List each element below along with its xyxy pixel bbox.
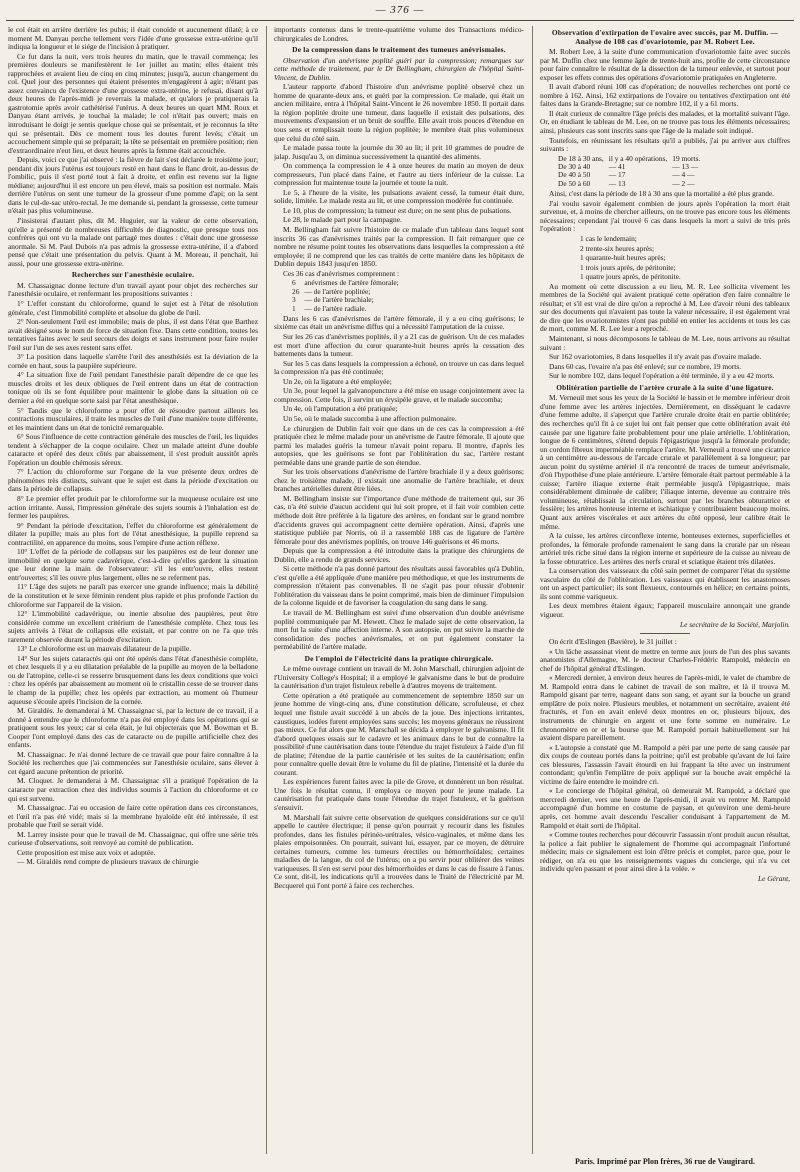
- paragraph: M. Bellingham fait suivre l'histoire de ce malade d'un tableau dans lequel sont inscrits 36 cas d'anévrismes traités par la compression. Il fait remarquer que ce nombre ne résume point toutes les observations dans lesquelles la compression a été employée; il ne comprend que les cas traités de cette manière dans les hôpitaux de Dublin depuis 1843 jusqu'en 1850.: [274, 225, 524, 269]
- table-cell: 1: [292, 303, 296, 313]
- table-cell: 26: [292, 286, 300, 296]
- paragraph: Un 2e, où la ligature a été employée;: [283, 376, 392, 386]
- paragraph: L'auteur rapporte d'abord l'histoire d'un anévrisme poplité observé chez un homme de quarante-deux ans, et guéri par la compression. Ce malade, qui était un ancien militaire, entra à l'hôpital Saint-Vincent le 26 novembre 1850. Il portait dans la région poplitée droite une tumeur, dans laquelle il existait des pulsations, des mouvements d'expansion et un bruit de souffle. Elle avait trois pouces d'étendue en tous sens et remplissait toute la région poplitée; le membre était plus volumineux que celui du côté sain.: [274, 82, 524, 143]
- paragraph: importants contenus dans le trente-quatrième volume des Transactions médico-chirurgicales de Londres.: [274, 26, 524, 43]
- section-heading: Observation d'extirpation de l'ovaire avec succès, par M. Duffin. — Analyse de 108 cas d'ovariotomie, par M. Robert Lee.: [551, 28, 779, 46]
- paragraph: Le même ouvrage contient un travail de M. John Marschall, chirurgien adjoint de l'University College's Hospital; il a employé le galvanisme dans le but de produire la cautérisation d'un trajet fistuleux rebelle à d'autres moyens de traitement.: [274, 664, 524, 691]
- paragraph: « Mercredi dernier, à environ deux heures de l'après-midi, le valet de chambre de M. Rampold entra dans le cabinet de travail de son maître, et là il trouva M. Rampold gisant par terre, nageant dans son sang, et ayant sur la bouche un grand emplâtre de poix noire. Plusieurs meubles, et notamment un secrétaire, avaient été fracturés, et l'on en avait enlevé deux montres en or, plusieurs bijoux, des instruments de chirurgie en argent et une forte somme en numéraire. Le chronomètre en or et la bourse que M. Rampold portait habituellement sur lui avaient disparu pareillement.: [540, 673, 790, 743]
- paragraph: « L'autopsie a constaté que M. Rampold a péri par une perte de sang causée par dix coups de couteau portés dans la poitrine; qu'il est probable qu'avant de lui faire ces blessures, l'assassin l'avait étourdi en lui frappant la tête avec un instrument contondant; qu'enfin l'emplâtre de poix appliqué sur la bouche avait empêché la victime de faire entendre le moindre cri.: [540, 742, 790, 786]
- paragraph: Sur les 5 cas dans lesquels la compression a échoué, on trouve un cas dans lequel la compression n'a pas été continuée;: [274, 358, 524, 377]
- paragraph: Cette proposition est mise aux voix et adoptée.: [17, 847, 156, 857]
- paragraph: Depuis, voici ce que j'ai observé : la fièvre de lait s'est déclarée le troisième jour; pendant dix jours l'utérus est toujours resté en haut dans le flanc droit, au-dessus de l'ombilic, puis il s'est porté tout à fait à droite, et enfin est revenu sur la ligne médiane; aujourd'hui il est encore un peu élevé, mais sa position est normale. Mais derrière l'utérus on sent une tumeur de la grosseur d'une pomme d'api; on la sent dans le cul-de-sac utéro-rectal. Je me demande si, pendant la grossesse, cette tumeur n'était pas plus volumineuse.: [8, 155, 258, 216]
- paragraph: Un 3e, pour lequel la galvanopuncture a été mise en usage conjointement avec la compression. Cette fois, il survint un érysipèle grave, et le malade succomba;: [274, 386, 524, 404]
- paragraph: Le 28, le malade part pour la campagne.: [283, 215, 402, 225]
- paragraph: 12° L'immobilité cadavérique, ou inertie absolue des paupières, peut être considérée comme un excellent critérium de l'anesthésie complète. Chez tous les sujets arrivés à l'état de collapsus elle existait, et par contre on ne l'a que très rarement observée durant la période d'excitation.: [8, 609, 258, 644]
- paragraph: 6° Sous l'influence de cette contraction générale des muscles de l'œil, les liquides tendent à s'échapper de la coque oculaire. Chez un malade atteint d'une double cataracte et opéré des deux côtés par abaissement, il s'est produit aussitôt après l'opération un double chémosis séreux.: [8, 432, 258, 467]
- paragraph: M. Marshall fait suivre cette observation de quelques considérations sur ce qu'il appelle le cautère électrique; il pense qu'on pourrait y recourir dans les fistules profondes, dans les fistules périnéo-urétrales, vésico-vaginales, et même dans les plaies empoisonnées. On pourrait, suivant lui, essayer, par ce moyen, de détruire certaines tumeurs, comme les tumeurs érectiles ou hémorrhoïdales; certaines maladies de la langue, du col de l'utérus; on a pu servir pour oblitérer des veines variqueuses. Il s'en est servi pour des hémorrhoïdes et dans le cas de fissure à l'anus. Ce sont, dit-il, les indications qu'il a trouvées dans le Traité de l'électricité par M. Becquerel qui l'ont porté à faire ces recherches.: [274, 812, 524, 890]
- divider: [640, 633, 690, 634]
- section-heading: Recherches sur l'anesthésie oculaire.: [71, 270, 195, 280]
- column-divider-1: [266, 26, 267, 1154]
- paragraph: M. Chassaignac. J'ai eu occasion de faire cette opération dans ces circonstances, et l'œil n'a pas été vidé; mais si la membrane hyaloïde eût été intéressée, il est probable que l'œil se serait vidé.: [8, 803, 258, 830]
- section-heading: De la compression dans le traitement des tumeurs anévrismales.: [292, 45, 506, 55]
- column-divider-2: [532, 26, 533, 1154]
- paragraph: Ainsi, c'est dans la période de 18 à 30 ans que la mortalité a été plus grande.: [549, 189, 775, 199]
- paragraph: — M. Giraldès rend compte de plusieurs travaux de chirurgie: [17, 857, 199, 867]
- paragraph: Le 5, à l'heure de la visite, les pulsations avaient cessé, la tumeur était dure, solide, limitée. Le malade resta au lit, et une compression modérée fut continuée.: [274, 187, 524, 206]
- paragraph: Au moment où cette discussion a eu lieu, M. R. Lee sollicita vivement les membres de la Société qui avaient pratiqué cette opération d'en faire connaître le résultat; et s'il est vrai de dire qu'on a reproché à M. Lee d'avoir réuni des tableaux sur des documents qui n'avaient pas toute la valeur nécessaire, il est également vrai de dire que les ovariotomistes n'ont pas publié en entier les accidents et tous les cas de mort, comme M. R. Lee leur a reproché.: [540, 281, 790, 334]
- paragraph: Sur 162 ovariotomies, 8 dans lesquelles il n'y avait pas d'ovaire malade.: [549, 352, 762, 362]
- paragraph: Depuis que la compression a été introduite dans la pratique des chirurgiens de Dublin, elle a rendu de grands services.: [274, 546, 524, 564]
- printer-imprint: Paris. Imprimé par Plon frères, 36 rue de Vaugirard.: [575, 1157, 755, 1166]
- paragraph: « Comme toutes recherches pour découvrir l'assassin n'ont produit aucun résultat, la police a fait publier le signalement de l'homme qui accompagnait l'infortuné médecin; mais ce signalement est loin d'être précis et complet, parce que, pour le rédiger, on n'a eu que les renseignements vagues du concierge, qui n'a vu cet individu qu'en passant et pour ainsi dire à la volée. »: [540, 830, 790, 874]
- paragraph: Si cette méthode n'a pas donné partout des résultats aussi favorables qu'à Dublin, c'est qu'elle a été appliquée d'une manière peu méthodique, et que les instruments de compression n'étaient pas convenables. Il ne s'agit pas pour réussir d'obtenir l'oblitération du vaisseau dans le point comprimé, mais bien de diminuer l'impulsion de la colonne liquide et de favoriser la coagulation du sang dans le sang.: [274, 564, 524, 608]
- column-middle: [274, 26, 524, 1154]
- list-item: 1 trois jours après, de péritonite;: [580, 262, 676, 272]
- table-cell: — 13: [608, 178, 626, 188]
- paragraph: M. Robert Lee, à la suite d'une communication d'ovariotomie faite avec succès par M. Duffin chez une femme âgée de trente-huit ans, profite de cette circonstance pour faire connaître le résultat de la dissection de la tumeur enlevée, et surtout pour exposer les effets connus des opérations d'ovariotomie pratiquées en Angleterre.: [540, 47, 790, 82]
- paragraph: M. Larrey insiste pour que le travail de M. Chassaignac, qui offre une série très curieuse d'observations, soit renvoyé au comité de publication.: [8, 829, 258, 848]
- table-cell: anévrismes de l'artère fémorale;: [304, 278, 399, 288]
- paragraph: 3° La position dans laquelle s'arrête l'œil des anesthésiés est la déviation de la cornée en haut, sous la paupière supérieure.: [8, 352, 258, 370]
- paragraph: 1° L'effet constant du chloroforme, quand le sujet est à l'état de résolution générale, c'est l'immobilité complète et absolue du globe de l'œil.: [8, 298, 258, 317]
- paragraph: Sur les 26 cas d'anévrismes poplités, il y a 21 cas de guérison. Un de ces malades est mort d'une affection du cœur quarante-huit heures après la cessation des battements dans la tumeur.: [274, 332, 524, 359]
- paragraph: Maintenant, si nous décomposons le tableau de M. Lee, nous arrivons au résultat suivant :: [540, 334, 790, 352]
- table-cell: De 30 à 40: [558, 162, 591, 172]
- paragraph: 2° Non-seulement l'œil est immobile; mais de plus, il est dans l'état que Barthez avait désigné sous le nom de force de situation fixe. Dans cette condition, toutes les tentatives faites avec le seul secours des doigts et sans instrument pour faire rouler l'œil sur l'un de ses axes restent sans effet.: [8, 317, 258, 352]
- table-cell: — de l'artère poplitée;: [304, 286, 371, 296]
- paragraph: J'ai voulu savoir également combien de jours après l'opération la mort était survenue, et, à moins de chercher ailleurs, on ne trouve pas encore tous les éléments nécessaires; cependant j'ai trouvé 6 cas dans lesquels la mort a suivi de très près l'opération :: [540, 198, 790, 234]
- paragraph: M. Cloquet. Je demanderai à M. Chassaignac s'il a pratiqué l'opération de la cataracte par extraction chez des individus soumis à l'action du chloroforme et ce qui est survenu.: [8, 776, 258, 803]
- paragraph: « Le concierge de l'hôpital général, où demeurait M. Rampold, a déclaré que mercredi dernier, vers une heure de l'après-midi, il avait vu rentrer M. Rampold accompagné d'un homme en costume de paysan, et qu'environ une demi-heure après, cet homme avait descendu l'escalier conduisant à l'appartement de M. Rampold et était sorti de l'hôpital.: [540, 786, 790, 830]
- gerant-label: Le Gérant,: [757, 873, 790, 883]
- paragraph: Cette opération a été pratiquée au commencement de septembre 1850 sur un jeune homme de vingt-cinq ans, d'une constitution délicate, scrofuleuse, et chez lequel une fistule avait succédé à un abcès de la joue. Des injections irritantes, caustiques, iodées furent employées sans succès; les moyens généraux ne réussirent pas mieux. Ce fut alors que M. Marschall se décida à employer le galvanisme. Il fit d'abord quelques essais sur le cadavre et les animaux dans le but de connaître la possibilité d'une cautérisation dans toute l'étendue du trajet fistuleux à l'aide d'un fil de platine; l'étendue de la partie cautérisée et les suites de la cautérisation; enfin pour connaître quelle devait être le volume du fil de platine, l'intensité et la durée du courant.: [274, 690, 524, 777]
- paragraph: Sur le nombre 102, dans lequel l'opération a été terminée, il y a eu 42 morts.: [549, 371, 775, 381]
- paragraph: 14° Sur les sujets cataractés qui ont été opérés dans l'état d'anesthésie complète, et chez lesquels il y a eu dilatation préalable de la pupille au moyen de la belladone ou de l'atropine, celle-ci se resserre brusquement dans les deux conditions que voici : chez les opérés par abaissement au moment où le cristallin cesse de se trouver dans le champ de la pupille; chez les opérés par extraction, au moment où l'humeur aqueuse s'écoule après l'incision de la cornée.: [8, 653, 258, 706]
- paragraph: Le travail de M. Bellingham est suivi d'une observation d'un double anévrisme poplité communiquée par M. Hewett. Chez le malade sujet de cette observation, la mort fut la suite d'une affection interne. A son autopsie, on put suivre la marche de consolidation des poches anévrismales, et on put également constater la perméabilité de l'artère malade.: [274, 607, 524, 652]
- paragraph: 9° Pendant la période d'excitation, l'effet du chloroforme est généralement de dilater la pupille; mais au plus fort de l'état anesthésique, la pupille reprend sa contractilité, en apparence du moins, sous l'empire d'une action réflexe.: [8, 520, 258, 547]
- paragraph: A la cuisse, les artères circonflexe interne, honteuses externes, superficielles et profondes, la fémorale profonde ramenaient le sang dans la crurale par un réseau artériel très riche situé dans la région interne et supérieure de la cuisse au niveau de la fosse obturatrice. Les artères des nerfs crural et sciatique étaient très dilatées.: [540, 531, 790, 566]
- table-row: [292, 305, 404, 313]
- list-item: 1 quatre jours après, de péritonite.: [580, 272, 681, 282]
- paragraph: Il était curieux de connaître l'âge précis des malades, et la mortalité suivant l'âge. Or, en étudiant le tableau de M. Lee, on ne trouve pas tous les éléments nécessaires; ainsi, plusieurs cas sont inscrits sans que l'âge de la malade soit indiqué.: [540, 108, 790, 136]
- ovariotomy-age-table: [558, 155, 705, 189]
- section-heading: De l'emploi de l'électricité dans la pratique chirurgicale.: [304, 653, 494, 663]
- signature: Le secrétaire de la Société, Marjolin.: [680, 619, 790, 629]
- paragraph: On écrit d'Eslingen (Bavière), le 31 juillet :: [549, 637, 677, 647]
- page-number: — 376 —: [375, 4, 425, 16]
- section-heading: Oblitération partielle de l'artère crurale à la suite d'une ligature.: [556, 382, 774, 392]
- paragraph: Toutefois, en réunissant les résultats qu'il a publiés, j'ai pu arriver aux chiffres suivants :: [540, 135, 790, 154]
- table-cell: — 4 —: [672, 170, 695, 180]
- table-cell: — de l'artère brachiale;: [304, 295, 374, 305]
- paragraph: Le 10, plus de compression; la tumeur est dure; on ne sent plus de pulsations.: [283, 205, 512, 215]
- paragraph: 13° Le chloroforme est un mauvais dilatateur de la pupille.: [17, 644, 192, 654]
- column-right: [540, 26, 790, 1154]
- paragraph: Ce fut dans la nuit, vers trois heures du matin, que le travail commença; les premières douleurs se manifestèrent le 1er juillet au matin; elles étaient très rapprochées et avaient lieu de cinq en cinq minutes; jusqu'à, aucun changement du col. Quel jour des personnes qui étaient présentes m'engagèrent à agir; n'étant pas assez convaincu de l'existence d'une grossesse extra-utérine, je refusai, disant qu'à deux heures de l'après-midi je reverrais la malade, et qu'alors je pratiquerais la gastrotomie après avoir cathétérisé l'utérus. A deux heures un quart MM. Roux et Danyau étant arrivés, je touchai la malade; le col n'était pas ouvert; mais en introduisant le doigt je sentis quelque chose qui se présentait, et je reconnus la tête qui se présentait. Dès ce moment tous les doutes furent levés; c'était un accouchement simple qui se préparait; la tête se présentait en première position; rien d'extraordinaire n'eut lieu, et deux heures après la femme était accouchée.: [8, 51, 258, 155]
- table-cell: 6: [292, 278, 296, 288]
- paragraph: Un 4e, où l'amputation a été pratiquée;: [283, 404, 398, 414]
- paragraph: M. Bellingham insiste sur l'importance d'une méthode de traitement qui, sur 36 cas, n'a été suivie d'aucun accident qui lui soit propre, et il fait voir combien cette méthode doit être préférée à la ligature des artères, en fondant sur le grand nombre d'accidents graves qui accompagnent cette dernière opération. Ainsi, d'après une statistique publiée par Norris, où il a rassemblé 188 cas de ligature de l'artère fémorale pour des anévrismes poplités, on trouve 146 guérisons et 46 morts.: [274, 493, 524, 546]
- paragraph: Un 5e, où le malade succomba à une affection pulmonaire.: [283, 413, 457, 423]
- paragraph: « Un lâche assassinat vient de mettre en terme aux jours de l'un des plus savants anatomistes d'Allemagne, M. le docteur Charles-Frédéric Rampold, médecin en chef de l'hôpital général d'Eslingen.: [540, 646, 790, 673]
- table-cell: — 2 —: [672, 178, 695, 188]
- aneurysm-table: [292, 279, 404, 313]
- paragraph: Le malade passa toute la journée du 30 au lit; il prit 10 grammes de poudre de jalap. Jusqu'au 3, on diminua successivement la quantité des aliments.: [274, 143, 524, 161]
- paragraph: M. Chassaignac donne lecture d'un travail ayant pour objet des recherches sur l'anesthésie oculaire, et renfermant les propositions suivantes :: [8, 280, 258, 299]
- list-item: 1 cas le lendemain;: [580, 234, 637, 244]
- paragraph: 4° La situation fixe de l'œil pendant l'anesthésie paraît dépendre de ce que les muscles droits et les deux obliques de l'œil entrent dans un état de contraction tonique où ils se font équilibre pour maintenir le globe dans la situation où ce dernier a été en quelque sorte saisi par l'état anesthésique.: [8, 370, 258, 405]
- paragraph: M. Giraldès. Je demanderai à M. Chassaignac si, par la lecture de ce travail, il a donné à entendre que le chloroforme n'a pas été employé dans les opérations qui se pratiquent sous les yeux; car si cela était, je lui objecterais que M. Bowman et B. Cooper l'ont employé dans des cas de cataracte ou de pupille artificielle chez des enfants.: [8, 706, 258, 750]
- paragraph: M. Verneuil met sous les yeux de la Société le bassin et le membre inférieur droit d'une femme avec les artères injectées. Dernièrement, en disséquant le cadavre d'une femme adulte, il s'aperçut que l'artère crurale droite était en partie oblitérée; des recherches qu'il fit à ce sujet lui ont fait penser que cette oblitération avait été causée par une ligature faite probablement pour une plaie artérielle. L'oblitération, longue de 6 centimètres, s'étend depuis l'épigastrique jusqu'à la fémorale profonde; un cordon fibreux imperméable remplace l'artère. M. Verneuil a trouvé une cicatrice à un centimètre au-dessous de l'arcade crurale et parallèlement à sa longueur; par aucun point du système artériel il n'a rencontré de traces de tumeur anévrismale, d'où l'hypothèse d'une plaie antérieure. L'artère fémorale était partout perméable à la cuisse; l'artère iliaque externe était perméable jusqu'à l'épigastrique, mais considérablement diminuée de calibre; l'iliaque interne, devenue au contraire très volumineuse, rétablissait la circulation, surtout par les branches obturatrice et fessière; les artères honteuse interne et ischiatique y contribuaient beaucoup moins. Quant aux artères viscérales et aux artères du côté opposé, leur calibre était le même.: [540, 393, 790, 531]
- paragraph: On commença la compression le 4 à onze heures du matin au moyen de deux compresseurs, l'un placé dans l'aine, et l'autre au tiers inférieur de la cuisse. La compression fut maintenue toute la journée et toute la nuit.: [274, 161, 524, 188]
- table-cell: — 13 —: [672, 162, 699, 172]
- table-cell: — de l'artère radiale.: [304, 303, 367, 313]
- paragraph: La conservation des vaisseaux du côté sain permet de comparer l'état du système vasculaire du côté de l'oblitération. Les vaisseaux qui établissent les anastomoses ont un aspect particulier; ils sont flexueux, contournés en hélice; en certains points, ils sont comme variqueux.: [540, 566, 790, 601]
- paragraph: Dans les 6 cas d'anévrismes de l'artère fémorale, il y a eu cinq guérisons; le sixième cas était un anévrisme diffus qui a nécessité l'amputation de la cuisse.: [274, 313, 524, 332]
- table-cell: De 50 à 60: [558, 178, 591, 188]
- list-item: 2 trente-six heures après;: [580, 243, 655, 253]
- table-cell: De 40 à 50: [558, 170, 591, 180]
- paragraph: 11° L'âge des sujets ne paraît pas exercer une grande influence; mais la débilité de la constitution et le sexe féminin rendent plus rapide et plus profonde l'action du chloroforme sur l'appareil de la vision.: [8, 582, 258, 609]
- list-item: 1 quarante-huit heures après;: [580, 253, 666, 263]
- paragraph-italic: Observation d'un anévrisme poplité guéri par la compression; remarques sur cette méthode de traitement, par le Dr Bellingham, chirurgien de l'hôpital Saint-Vincent, de Dublin.: [274, 55, 524, 82]
- table-cell: — 17: [608, 170, 626, 180]
- table-cell: 19 morts.: [672, 153, 701, 163]
- column-left: [8, 26, 258, 1154]
- paragraph: M. Chassaignac. Je n'ai donné lecture de ce travail que pour faire connaître à la Société les recherches que j'ai commencées sur l'anesthésie oculaire, sans élever à cet égard aucune prétention de priorité.: [8, 749, 258, 776]
- paragraph: J'insisterai d'autant plus, dit M. Huguier, sur la valeur de cette observation, qu'elle a présenté de nombreuses difficultés de diagnostic, que presque tous nos confrères qui ont vu la malade ont partagé mes doutes : c'était donc une grossesse anormale. Si M. Paul Dubois n'a pas admis la grossesse extra-utérine, il a d'abord pensé que c'était une présentation du pelvis. Quant à M. Moreau, il penchait, lui aussi, pour une grossesse extra-utérine.: [8, 216, 258, 268]
- paragraph: 8° Le premier effet produit par le chloroforme sur la muqueuse oculaire est une action irritante. Aussi, l'impression générale des sujets soumis à l'inhalation est de fermer les paupières.: [8, 493, 258, 521]
- paragraph: Le chirurgien de Dublin fait voir que dans un de ces cas la compression a été pratiquée chez le même malade pour un anévrisme de l'autre fémorale. Il ajoute que parmi les malades guéris la tumeur n'avait point reparu. Il montre, d'après les autopsies, que les guérisons se font par l'oblitération du sac, l'artère restant perméable dans une grande partie de son étendue.: [274, 423, 524, 467]
- paragraph: Dans 60 cas, l'ovaire n'a pas été enlevé; sur ce nombre, 19 morts.: [549, 361, 742, 371]
- table-cell: 3: [292, 295, 296, 305]
- paragraph: Ces 36 cas d'anévrismes comprennent :: [283, 268, 400, 278]
- paragraph: 5° Tandis que le chloroforme a pour effet de résoudre partout ailleurs les contractions musculaires, il traite les muscles de l'œil d'une manière toute différente, et les maintient dans un état de tonicité remarquable.: [8, 405, 258, 432]
- paragraph: Il avait d'abord réuni 108 cas d'opération; de nouvelles recherches ont porté ce nombre à 162. Ainsi, 162 extirpations de l'ovaire ou tentatives d'extirpation ont été faites dans la Grande-Bretagne; sur ce nombre 102, il y a 61 morts.: [540, 82, 790, 109]
- table-cell: il y a 40 opérations,: [608, 153, 668, 163]
- paragraph: 7° L'action du chloroforme sur l'organe de la vue présente deux ordres de phénomènes très distincts, suivant que le sujet est dans la période d'excitation ou dans la période de collapsus.: [8, 467, 258, 494]
- paragraph: Les expériences furent faites avec la pile de Grove, et donnèrent un bon résultat. Une fois le résultat connu, il employa ce moyen pour le jeune malade. La cautérisation fut pratiquée dans toute l'étendue du trajet fistuleux, et la guérison s'ensuivit.: [274, 777, 524, 813]
- paragraph: Sur les trois observations d'anévrisme de l'artère brachiale il y a deux guérisons; chez le troisième malade, il existait une anomalie de l'artère brachiale, et deux branches artérielles durent être liées.: [274, 467, 524, 494]
- table-row: [558, 180, 705, 188]
- table-cell: De 18 à 30 ans,: [558, 153, 604, 163]
- header-rule: [6, 20, 794, 21]
- table-cell: — 41: [608, 162, 626, 172]
- paragraph: Les deux membres étaient égaux; l'appareil musculaire annonçait une grande vigueur.: [540, 601, 790, 619]
- paragraph: le col était en arrière derrière les pubis; il était conoïde et aucunement dilaté; à ce moment M. Danyau perche tellement vers l'idée d'une grossesse extra-utérine qu'il indiqua la longueur et le siége de l'incision à pratiquer.: [8, 26, 258, 52]
- paragraph: 10° L'effet de la période de collapsus sur les paupières est de leur donner une immobilité en quelque sorte cadavérique, c'est-à-dire qu'elles gardent la situation que leur donne la main de l'observateur: s'il les entr'ouvre, elles restent entr'ouvertes; s'il les ouvre plus largement, elles ne se referment pas.: [8, 547, 258, 582]
